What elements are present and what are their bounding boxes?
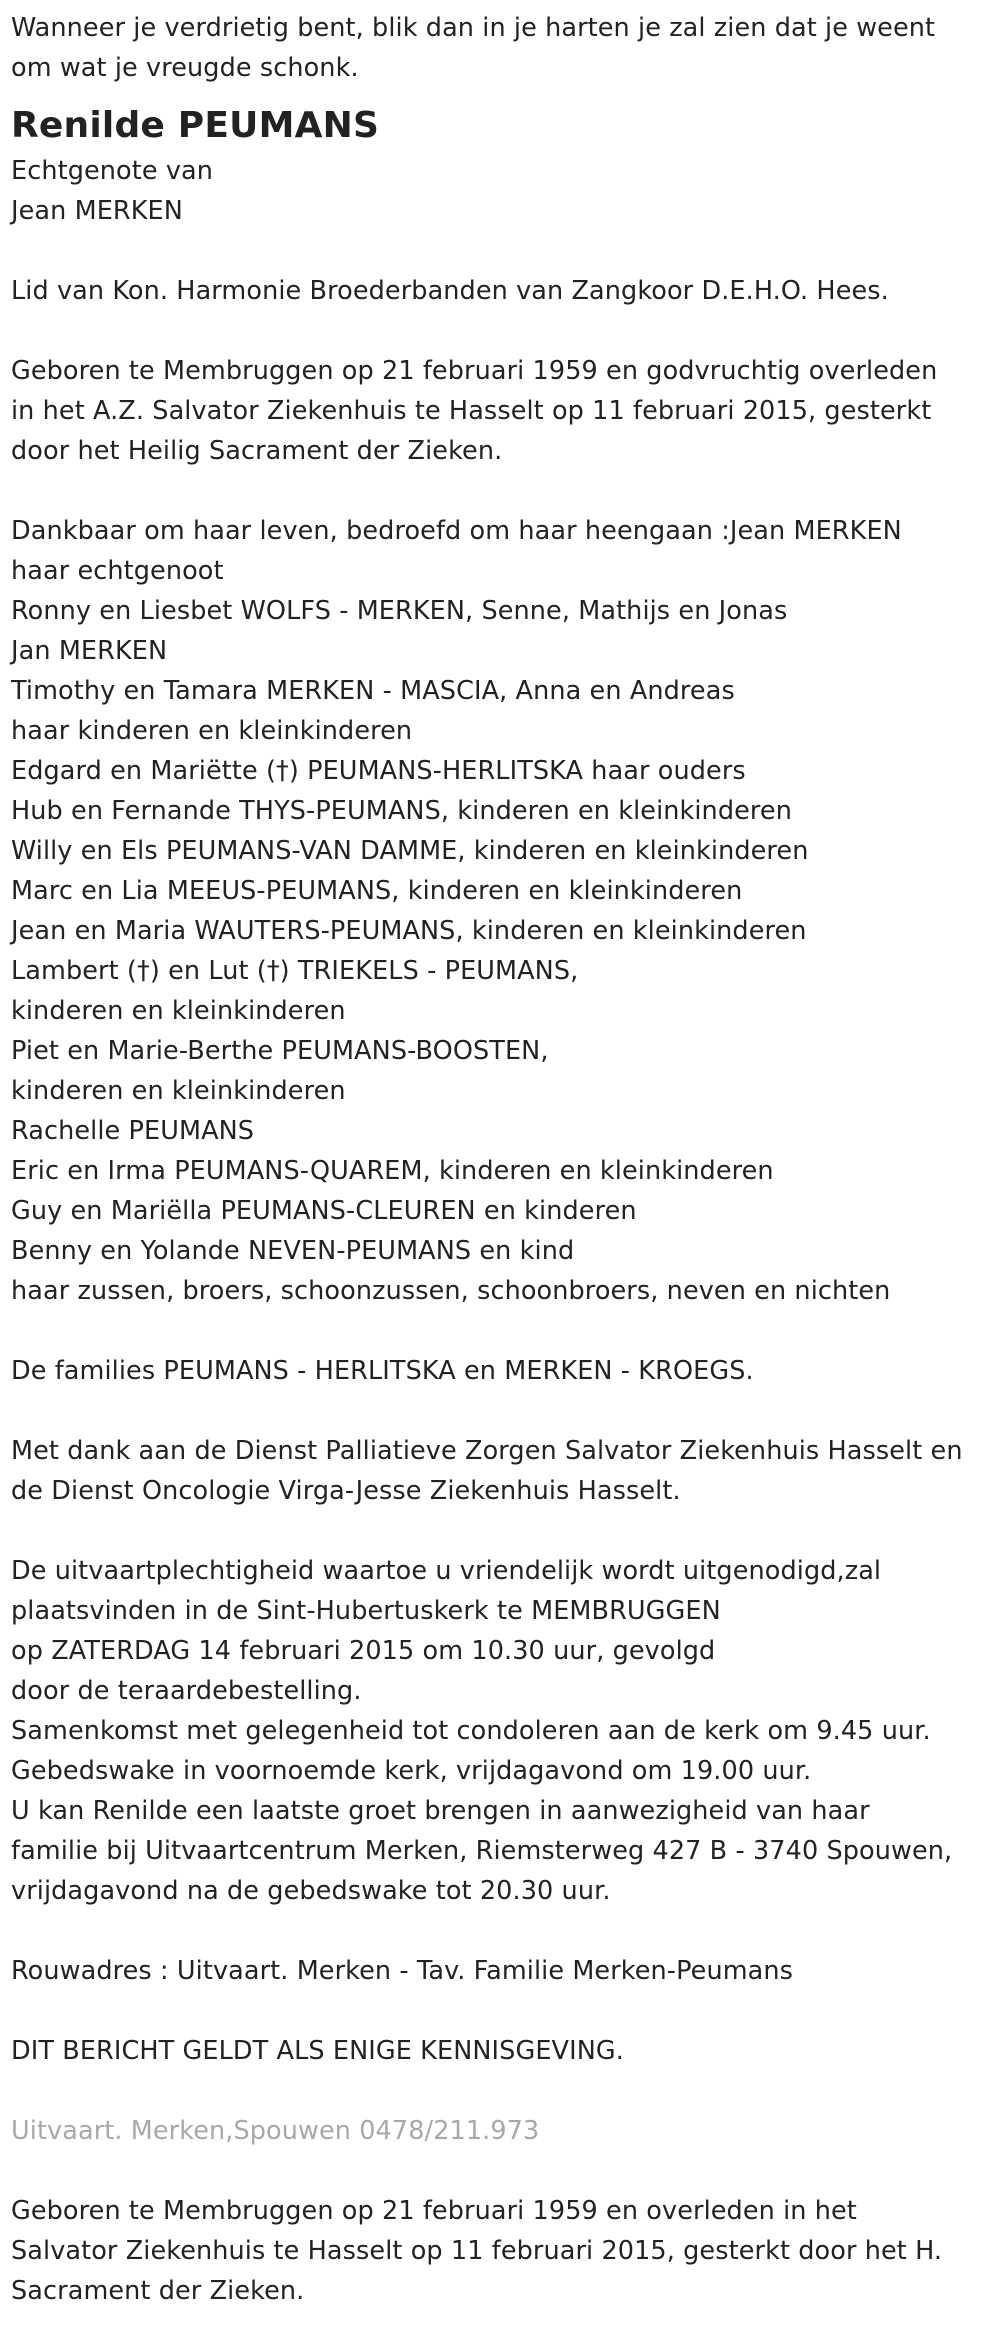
- spacer: [11, 471, 996, 511]
- paragraph-line: Sacrament der Zieken.: [11, 2276, 305, 2306]
- undertaker-contact: Uitvaart. Merken,Spouwen 0478/211.973: [11, 2116, 540, 2146]
- spouse-line: Echtgenote van: [11, 156, 214, 186]
- verse-line: Wanneer je verdrietig bent, blik dan in je harten je zal zien dat je weent: [11, 13, 936, 43]
- intro-verse: [11, 8, 996, 88]
- paragraph-line: door de teraardebestelling.: [11, 1676, 362, 1706]
- paragraph-line: Met dank aan de Dienst Palliatieve Zorgen Salvator Ziekenhuis Hasselt en: [11, 1436, 963, 1466]
- spacer: [11, 1911, 996, 1951]
- obituary-notice: [11, 8, 996, 2311]
- deceased-name: Renilde PEUMANS: [11, 105, 380, 146]
- family-line: Rachelle PEUMANS: [11, 1116, 255, 1146]
- summary-paragraph: [11, 2191, 996, 2311]
- paragraph-line: de Dienst Oncologie Virga-Jesse Ziekenhuis Hasselt.: [11, 1476, 681, 1506]
- paragraph-line: Geboren te Membruggen op 21 februari 1959 en godvruchtig overleden: [11, 356, 938, 386]
- spacer: [11, 1511, 996, 1551]
- paragraph-line: familie bij Uitvaartcentrum Merken, Riemsterweg 427 B - 3740 Spouwen,: [11, 1836, 953, 1866]
- family-line: Lambert (†) en Lut (†) TRIEKELS - PEUMANS,: [11, 956, 579, 986]
- birth-death-paragraph: [11, 351, 996, 471]
- notice-text: DIT BERICHT GELDT ALS ENIGE KENNISGEVING.: [11, 2036, 624, 2066]
- spacer: [11, 2151, 996, 2191]
- verse-line: om wat je vreugde schonk.: [11, 53, 359, 83]
- family-line: haar kinderen en kleinkinderen: [11, 716, 413, 746]
- spouse-line: Jean MERKEN: [11, 196, 183, 226]
- family-line: Hub en Fernande THYS-PEUMANS, kinderen en kleinkinderen: [11, 796, 792, 826]
- family-line: Marc en Lia MEEUS-PEUMANS, kinderen en kleinkinderen: [11, 876, 743, 906]
- spacer: [11, 231, 996, 271]
- paragraph-line: Salvator Ziekenhuis te Hasselt op 11 februari 2015, gesterkt door het H.: [11, 2236, 943, 2266]
- paragraph-line: plaatsvinden in de Sint-Hubertuskerk te MEMBRUGGEN: [11, 1596, 721, 1626]
- spouse-info: [11, 151, 996, 231]
- family-line: Piet en Marie-Berthe PEUMANS-BOOSTEN,: [11, 1036, 549, 1066]
- paragraph-line: door het Heilig Sacrament der Zieken.: [11, 436, 503, 466]
- mourning-address: Rouwadres : Uitvaart. Merken - Tav. Familie Merken-Peumans: [11, 1956, 794, 1986]
- family-line: Jean en Maria WAUTERS-PEUMANS, kinderen en kleinkinderen: [11, 916, 807, 946]
- family-line: Jan MERKEN: [11, 636, 168, 666]
- family-line: Benny en Yolande NEVEN-PEUMANS en kind: [11, 1236, 575, 1266]
- family-line: kinderen en kleinkinderen: [11, 1076, 346, 1106]
- family-line: haar zussen, broers, schoonzussen, schoonbroers, neven en nichten: [11, 1276, 891, 1306]
- paragraph-line: Samenkomst met gelegenheid tot condoleren aan de kerk om 9.45 uur.: [11, 1716, 931, 1746]
- family-line: Dankbaar om haar leven, bedroefd om haar heengaan :Jean MERKEN: [11, 516, 902, 546]
- spacer: [11, 2071, 996, 2111]
- paragraph-line: op ZATERDAG 14 februari 2015 om 10.30 uur, gevolgd: [11, 1636, 716, 1666]
- ceremony-paragraph: [11, 1551, 996, 1911]
- spacer: [11, 311, 996, 351]
- paragraph-line: Geboren te Membruggen op 21 februari 1959 en overleden in het: [11, 2196, 857, 2226]
- family-line: haar echtgenoot: [11, 556, 224, 586]
- paragraph-line: Gebedswake in voornoemde kerk, vrijdagavond om 19.00 uur.: [11, 1756, 812, 1786]
- family-line: Willy en Els PEUMANS-VAN DAMME, kinderen en kleinkinderen: [11, 836, 809, 866]
- membership-text: Lid van Kon. Harmonie Broederbanden van Zangkoor D.E.H.O. Hees.: [11, 276, 889, 306]
- spacer: [11, 1991, 996, 2031]
- family-line: Timothy en Tamara MERKEN - MASCIA, Anna en Andreas: [11, 676, 735, 706]
- families-text: De families PEUMANS - HERLITSKA en MERKEN - KROEGS.: [11, 1356, 754, 1386]
- paragraph-line: U kan Renilde een laatste groet brengen in aanwezigheid van haar: [11, 1796, 870, 1826]
- paragraph-line: vrijdagavond na de gebedswake tot 20.30 uur.: [11, 1876, 611, 1906]
- family-line: Ronny en Liesbet WOLFS - MERKEN, Senne, Mathijs en Jonas: [11, 596, 788, 626]
- paragraph-line: in het A.Z. Salvator Ziekenhuis te Hasselt op 11 februari 2015, gesterkt: [11, 396, 932, 426]
- spacer: [11, 1391, 996, 1431]
- paragraph-line: De uitvaartplechtigheid waartoe u vriendelijk wordt uitgenodigd,zal: [11, 1556, 882, 1586]
- spacer: [11, 1311, 996, 1351]
- family-line: kinderen en kleinkinderen: [11, 996, 346, 1026]
- family-list: [11, 511, 996, 1311]
- family-line: Guy en Mariëlla PEUMANS-CLEUREN en kinderen: [11, 1196, 637, 1226]
- family-line: Edgard en Mariëtte (†) PEUMANS-HERLITSKA haar ouders: [11, 756, 746, 786]
- family-line: Eric en Irma PEUMANS-QUAREM, kinderen en kleinkinderen: [11, 1156, 774, 1186]
- thanks-paragraph: [11, 1431, 996, 1511]
